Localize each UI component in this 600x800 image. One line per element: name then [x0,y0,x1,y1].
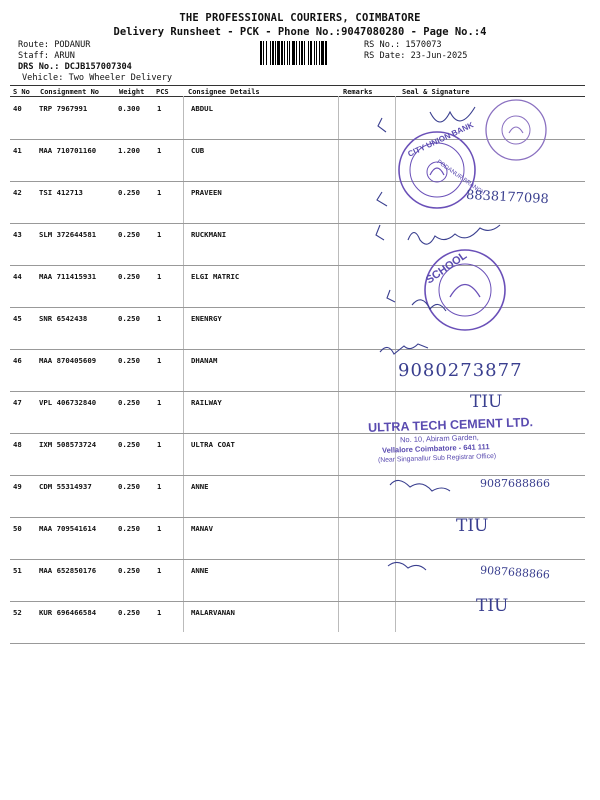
row-sno: 48 [13,440,22,449]
handwritten-phone-49: 9087688866 [480,477,550,490]
row-consignee: MANAV [191,524,213,533]
row-pcs: 1 [157,440,162,449]
row-consignee: RUCKMANI [191,230,227,239]
row-sno: 45 [13,314,22,323]
row-pcs: 1 [157,230,162,239]
row-consignment-no: MAA 870405609 [39,356,97,365]
row-sno: 50 [13,524,22,533]
row-consignee: ELGI MATRIC [191,272,240,281]
row-consignment-no: TSI 412713 [39,188,83,197]
row-consignment-no: VPL 406732840 [39,398,97,407]
drs-value: DCJB157007304 [64,62,132,72]
route-label: Route: PODANUR [18,40,91,50]
rs-number: RS No.: 1570073 [364,40,442,50]
col-header-consignee: Consignee Details [188,88,260,96]
row-weight: 0.250 [118,524,140,533]
row-consignee: MALARVANAN [191,608,235,617]
row-sno: 43 [13,230,22,239]
row-sno: 42 [13,188,22,197]
row-pcs: 1 [157,524,162,533]
bank-seal-text: CITY UNION BANK [406,120,475,159]
row-weight: 0.250 [118,272,140,281]
drs-label: DRS No.: [18,62,60,72]
company-stamp-name: ULTRA TECH CEMENT LTD. [367,415,534,435]
row-pcs: 1 [157,146,162,155]
vehicle-label: Vehicle: Two Wheeler Delivery [22,73,173,83]
col-header-sno: S No [13,88,30,96]
row-consignee: CUB [191,146,205,155]
handwritten-mark-50: TIU [456,516,489,536]
row-sno: 51 [13,566,22,575]
row-consignment-no: CDM 55314937 [39,482,92,491]
row-weight: 0.250 [118,356,140,365]
barcode-bar [325,41,327,65]
company-stamp-address2: Vellalore Coimbatore - 641 111 [381,442,490,455]
bank-branch-text: PODANUR BRANCH [435,159,486,197]
handwritten-phone-46: 9080273877 [398,360,523,381]
col-header-remarks: Remarks [343,88,373,96]
row-weight: 0.300 [118,104,140,113]
drs-number [18,62,132,72]
row-pcs: 1 [157,104,162,113]
row-pcs: 1 [157,398,162,407]
row-weight: 1.200 [118,146,140,155]
row-weight: 0.250 [118,608,140,617]
row-consignee: DHANAM [191,356,218,365]
row-consignment-no: MAA 652850176 [39,566,97,575]
row-consignment-no: SLM 372644581 [39,230,97,239]
row-consignee: RAILWAY [191,398,222,407]
row-consignment-no: MAA 709541614 [39,524,97,533]
row-consignment-no: MAA 711415931 [39,272,97,281]
row-sno: 44 [13,272,22,281]
row-consignment-no: KUR 696466584 [39,608,97,617]
row-consignee: ABDUL [191,104,213,113]
row-weight: 0.250 [118,230,140,239]
row-weight: 0.250 [118,188,140,197]
row-consignment-no: SNR 6542438 [39,314,88,323]
row-consignment-no: TRP 7967991 [39,104,88,113]
row-pcs: 1 [157,608,162,617]
row-sno: 41 [13,146,22,155]
company-title: THE PROFESSIONAL COURIERS, COIMBATORE [179,12,421,24]
row-weight: 0.250 [118,398,140,407]
row-consignee: ULTRA COAT [191,440,235,449]
row-pcs: 1 [157,482,162,491]
school-seal-text: SCHOOL [423,249,470,287]
row-weight: 0.250 [118,482,140,491]
staff-label: Staff: ARUN [18,51,75,61]
row-pcs: 1 [157,314,162,323]
col-header-consignment: Consignment No [40,88,100,96]
col-header-pcs: PCS [156,88,169,96]
row-sno: 46 [13,356,22,365]
row-consignee: ENENRGY [191,314,222,323]
row-consignee: ANNE [191,482,209,491]
rs-date: RS Date: 23-Jun-2025 [364,51,468,61]
row-divider [10,643,585,644]
row-pcs: 1 [157,356,162,365]
row-sno: 40 [13,104,22,113]
row-pcs: 1 [157,566,162,575]
handwritten-phone-42: 8838177098 [465,187,550,208]
row-pcs: 1 [157,272,162,281]
handwritten-phone-51: 9087688866 [479,563,551,582]
col-header-seal: Seal & Signature [402,88,470,96]
row-sno: 47 [13,398,22,407]
company-stamp-address1: No. 10, Abiram Garden, [399,432,479,445]
handwritten-mark-52: TIU [476,596,509,616]
row-weight: 0.250 [118,440,140,449]
row-sno: 52 [13,608,22,617]
company-stamp-address3: (Near Singanallur Sub Registrar Office) [377,452,497,465]
barcode-image [260,41,360,65]
runsheet-subtitle: Delivery Runsheet - PCK - Phone No.:9047080280 - Page No.:4 [113,26,487,38]
row-weight: 0.250 [118,566,140,575]
col-header-weight: Weight [119,88,145,96]
row-sno: 49 [13,482,22,491]
row-consignment-no: MAA 710701160 [39,146,97,155]
row-consignment-no: IXM 508573724 [39,440,97,449]
row-consignee: ANNE [191,566,209,575]
row-pcs: 1 [157,188,162,197]
table-top-rule [10,85,585,86]
row-consignee: PRAVEEN [191,188,222,197]
row-weight: 0.250 [118,314,140,323]
handwritten-mark-47: TIU [470,392,503,412]
